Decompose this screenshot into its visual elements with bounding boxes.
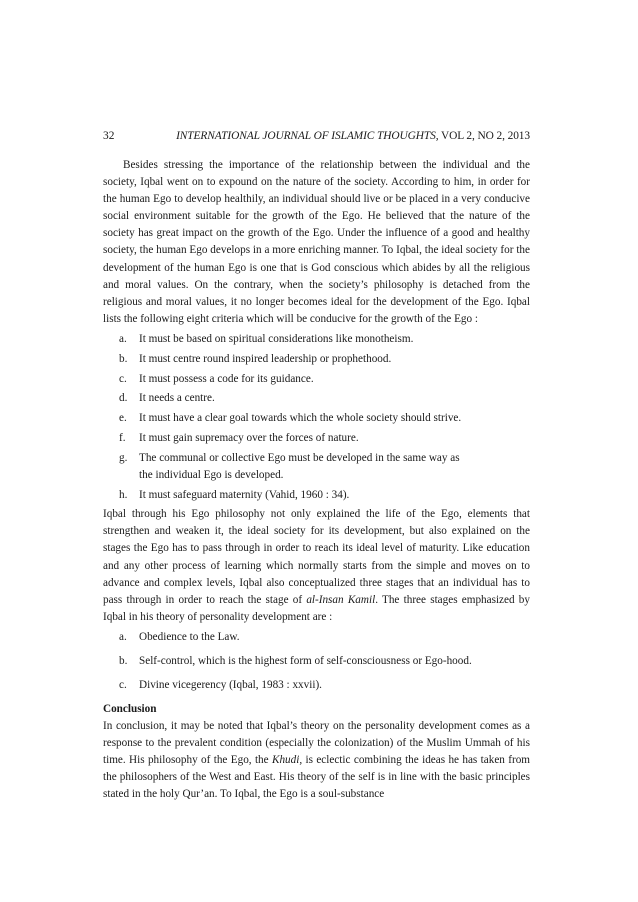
list-item-text: It must gain supremacy over the forces of nature. [139, 431, 359, 444]
list-marker: a. [119, 332, 127, 345]
criteria-list [103, 331, 530, 504]
section-heading-conclusion: Conclusion [103, 702, 157, 715]
list-item [103, 351, 530, 368]
paragraph-stages: Iqbal through his Ego philosophy not only explained the life of the Ego, elements that strengthen and weaken it, the ideal society for its development, but also explained on the stages the Ego has to pass through in order to reach its ideal level of maturity. Like education and any other process of learning which normally starts from the simple and moves on to advance and complex levels, Iqbal also conceptualized three stages that an individual has to pass through in order to reach the stage of al-Insan Kamil. The three stages emphasized by Iqbal in his theory of personality development are : [103, 508, 530, 623]
journal-running-title [176, 130, 530, 142]
list-item [103, 653, 530, 670]
list-item-text: Self-control, which is the highest form of self-consciousness or Ego-hood. [139, 654, 472, 667]
list-marker: d. [119, 392, 128, 405]
list-item-text-line2: the individual Ego is developed. [139, 468, 284, 481]
list-item [103, 410, 530, 427]
list-marker: h. [119, 488, 128, 501]
list-item-text: Divine vicegerency (Iqbal, 1983 : xxvii). [139, 678, 322, 691]
paragraph-society: Besides stressing the importance of the relationship between the individual and the society, Iqbal went on to expound on the nature of the society. According to him, in order for the human Ego to develop healthily, an individual should live or be placed in a very conducive social environment suitable for the growth of the Ego. He believed that the nature of the society has great impact on the growth of the Ego. Under the influence of a good and healthy society, the human Ego develops in a more enriching manner. To Iqbal, the ideal society for the development of the human Ego is one that is God conscious which abides by all the religious and moral values. On the contrary, when the society’s philosophy is detached from the religious and moral values, it no longer becomes ideal for the development of the Ego. Iqbal lists the following eight criteria which will be conducive for the growth of the Ego : [103, 159, 530, 325]
list-item [103, 371, 530, 388]
list-item-text: Obedience to the Law. [139, 630, 240, 643]
volume-info: VOL 2, NO 2, 2013 [441, 130, 530, 142]
article-body [103, 157, 530, 803]
list-marker: b. [119, 654, 128, 667]
list-item-text: It must possess a code for its guidance. [139, 372, 314, 385]
stages-list [103, 629, 530, 694]
journal-title: INTERNATIONAL JOURNAL OF ISLAMIC THOUGHTS, [176, 130, 439, 142]
list-marker: b. [119, 352, 128, 365]
list-item-text: It must be based on spiritual considerations like monotheism. [139, 332, 414, 345]
running-header [103, 130, 530, 146]
list-marker: c. [119, 678, 127, 691]
list-marker: f. [119, 431, 126, 444]
list-item [103, 331, 530, 348]
list-item [103, 390, 530, 407]
list-marker: c. [119, 372, 127, 385]
list-item-text: It must centre round inspired leadership or prophethood. [139, 352, 392, 365]
page-number: 32 [103, 130, 115, 142]
list-item-text: It must safeguard maternity (Vahid, 1960 : 34). [139, 488, 350, 501]
list-marker: g. [119, 451, 128, 464]
list-item [103, 450, 530, 484]
paragraph-conclusion: In conclusion, it may be noted that Iqbal’s theory on the personality development comes as a response to the prevalent condition (especially the colonization) of the Muslim Ummah of his time. His philosophy of the Ego, the Khudi, is eclectic combining the ideas he has taken from the philosophers of the West and East. His theory of the self is in line with the basic principles stated in the holy Qur’an. To Iqbal, the Ego is a soul-substance [103, 719, 530, 801]
term-khudi: Khudi, [271, 753, 303, 766]
list-marker: e. [119, 412, 127, 425]
list-item-text: It needs a centre. [139, 392, 215, 405]
list-item [103, 677, 530, 694]
list-item-text: It must have a clear goal towards which the whole society should strive. [139, 412, 462, 425]
list-item [103, 629, 530, 646]
list-marker: a. [119, 630, 127, 643]
list-item-text-line1: The communal or collective Ego must be developed in the same way as [139, 451, 460, 464]
list-item [103, 487, 530, 504]
term-al-insan-kamil: al-Insan Kamil [306, 593, 376, 606]
list-item [103, 430, 530, 447]
